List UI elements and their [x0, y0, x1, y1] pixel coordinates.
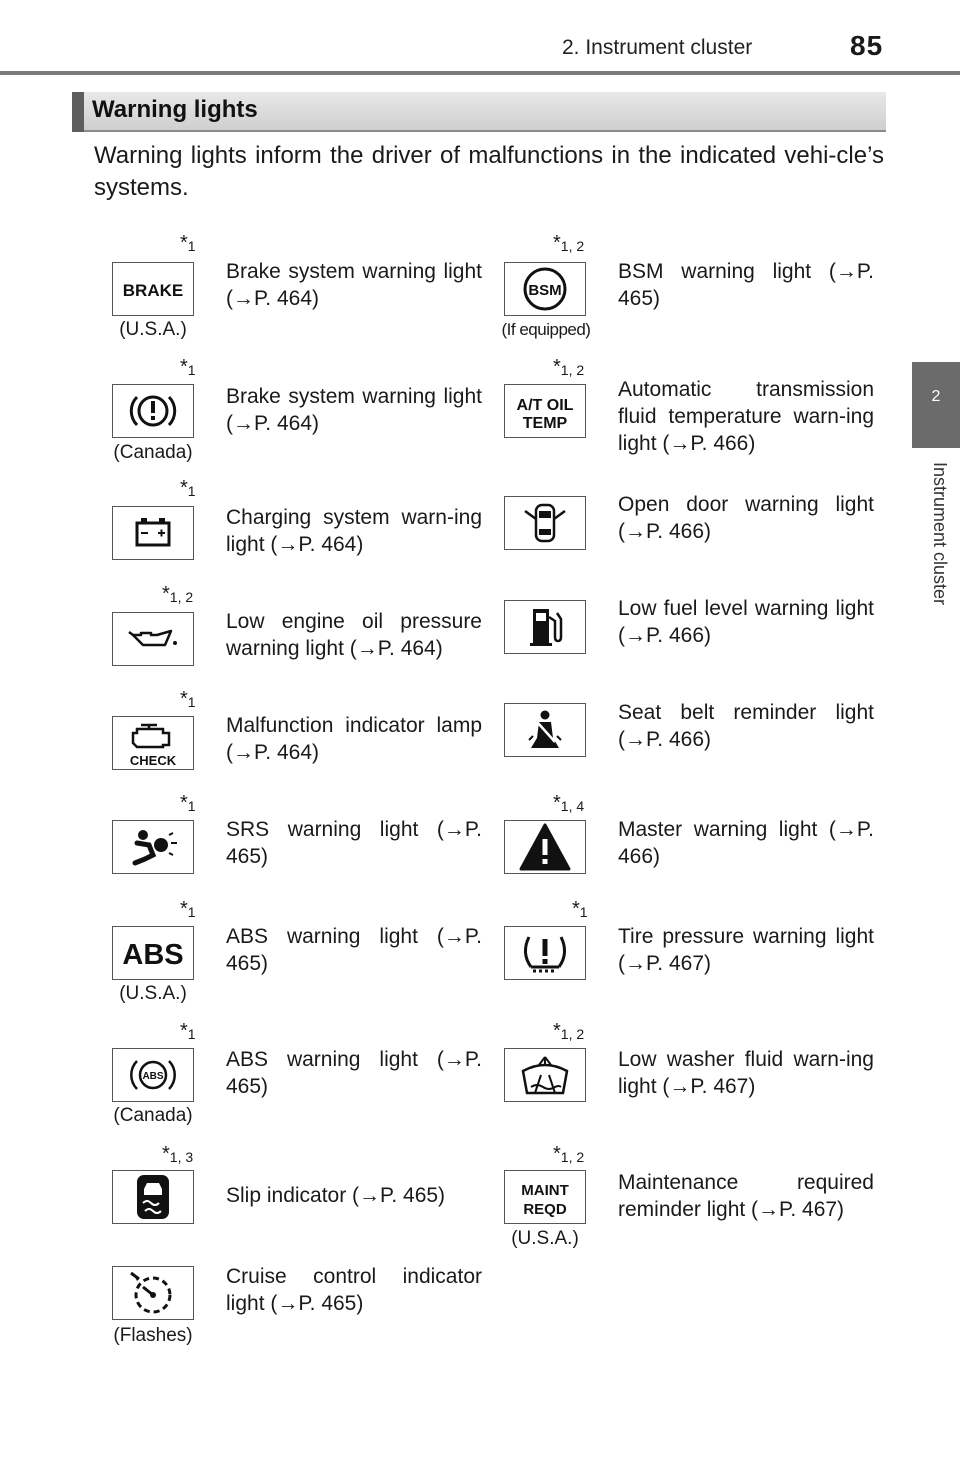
battery-icon: [112, 506, 194, 560]
header-rule: [0, 71, 960, 75]
svg-text:TEMP: TEMP: [522, 415, 568, 432]
airbag-icon: [112, 820, 194, 874]
section-title: Warning lights: [92, 96, 258, 123]
footnote-mark: $*_1$: [180, 792, 196, 814]
svg-text:REQD: REQD: [523, 1201, 567, 1218]
warning-description: SRS warning light (→P. 465): [226, 818, 482, 868]
svg-text:A/T OIL: A/T OIL: [516, 397, 574, 414]
warning-description: Low fuel level warning light (→P. 466): [618, 597, 874, 647]
footnote-mark: $*_{1, 2}$: [553, 356, 585, 378]
seat-belt-icon: [504, 703, 586, 757]
svg-text:ABS: ABS: [142, 1071, 164, 1082]
footnote-mark: $*_{1, 3}$: [162, 1143, 194, 1165]
region-caption: (U.S.A.): [511, 1228, 579, 1249]
region-caption: (U.S.A.): [119, 983, 187, 1004]
footnote-mark: $*_1$: [572, 898, 588, 920]
check-engine-icon: [112, 716, 194, 770]
svg-text:BSM: BSM: [528, 282, 562, 299]
footnote-mark: $*_1$: [180, 898, 196, 920]
region-caption: (Canada): [113, 442, 193, 463]
warning-description: ABS warning light (→P. 465): [226, 925, 482, 975]
tire-pressure-icon: [504, 926, 586, 980]
warning-description: Master warning light (→P. 466): [618, 818, 874, 868]
warning-description: Seat belt reminder light (→P. 466): [618, 701, 874, 751]
warning-description: Low engine oil pressure warning light (→P. 464): [226, 610, 482, 660]
master-warning-icon: [504, 820, 586, 874]
warning-description: Slip indicator (→P. 465): [226, 1184, 446, 1207]
running-header: 2. Instrument cluster: [562, 36, 753, 59]
brake-exclamation-icon: [112, 384, 194, 438]
chapter-label: Instrument cluster: [930, 462, 950, 606]
footnote-mark: $*_1$: [180, 688, 196, 710]
warning-description: Maintenance required reminder light (→P. 467): [618, 1171, 874, 1221]
footnote-mark: $*_{1, 2}$: [553, 1020, 585, 1042]
maint-reqd-icon: [504, 1170, 586, 1224]
fuel-pump-icon: [504, 600, 586, 654]
warning-description: Open door warning light (→P. 466): [618, 493, 874, 543]
footnote-mark: $*_{1, 2}$: [162, 583, 194, 605]
svg-text:ABS: ABS: [122, 939, 184, 971]
warning-description: Low washer fluid warn-ing light (→P. 467): [618, 1048, 874, 1098]
warning-description: Cruise control indicator light (→P. 465): [226, 1265, 482, 1315]
footnote-mark: $*_1$: [180, 477, 196, 499]
footnote-mark: $*_{1, 2}$: [553, 232, 585, 254]
washer-fluid-icon: [504, 1048, 586, 1102]
svg-text:MAINT: MAINT: [521, 1182, 569, 1199]
equipment-caption: (If equipped): [501, 320, 591, 339]
page-number: 85: [850, 30, 884, 61]
slip-indicator-icon: [112, 1170, 194, 1224]
warning-description: ABS warning light (→P. 465): [226, 1048, 482, 1098]
svg-text:CHECK: CHECK: [129, 753, 177, 768]
cruise-control-icon: [112, 1266, 194, 1320]
at-oil-temp-icon: [504, 384, 586, 438]
region-caption: (U.S.A.): [119, 319, 187, 340]
footnote-mark: $*_{1, 4}$: [553, 792, 585, 814]
bsm-icon: [504, 262, 586, 316]
abs-circle-icon: [112, 1048, 194, 1102]
oil-can-icon: [112, 612, 194, 666]
warning-description: Charging system warn-ing light (→P. 464): [226, 506, 482, 556]
warning-description: Brake system warning light (→P. 464): [226, 260, 482, 310]
footnote-mark: $*_1$: [180, 1020, 196, 1042]
region-caption: (Canada): [113, 1105, 193, 1126]
warning-description: BSM warning light (→P. 465): [618, 260, 874, 310]
intro-paragraph: Warning lights inform the driver of malfunctions in the indicated vehi-cle’s systems.: [94, 142, 884, 201]
footnote-mark: $*_1$: [180, 232, 196, 254]
footnote-mark: $*_{1, 2}$: [553, 1143, 585, 1165]
brake-warning-icon: [112, 262, 194, 316]
chapter-tab: 2: [912, 362, 960, 448]
region-caption: (Flashes): [113, 1325, 193, 1346]
abs-text-icon: [112, 926, 194, 980]
warning-description: Brake system warning light (→P. 464): [226, 385, 482, 435]
open-door-icon: [504, 496, 586, 550]
warning-description: Tire pressure warning light (→P. 467): [618, 925, 874, 975]
warning-description: Automatic transmission fluid temperature warn-ing light (→P. 466): [618, 378, 874, 455]
warning-description: Malfunction indicator lamp (→P. 464): [226, 714, 482, 764]
footnote-mark: $*_1$: [180, 356, 196, 378]
svg-text:BRAKE: BRAKE: [122, 281, 184, 300]
